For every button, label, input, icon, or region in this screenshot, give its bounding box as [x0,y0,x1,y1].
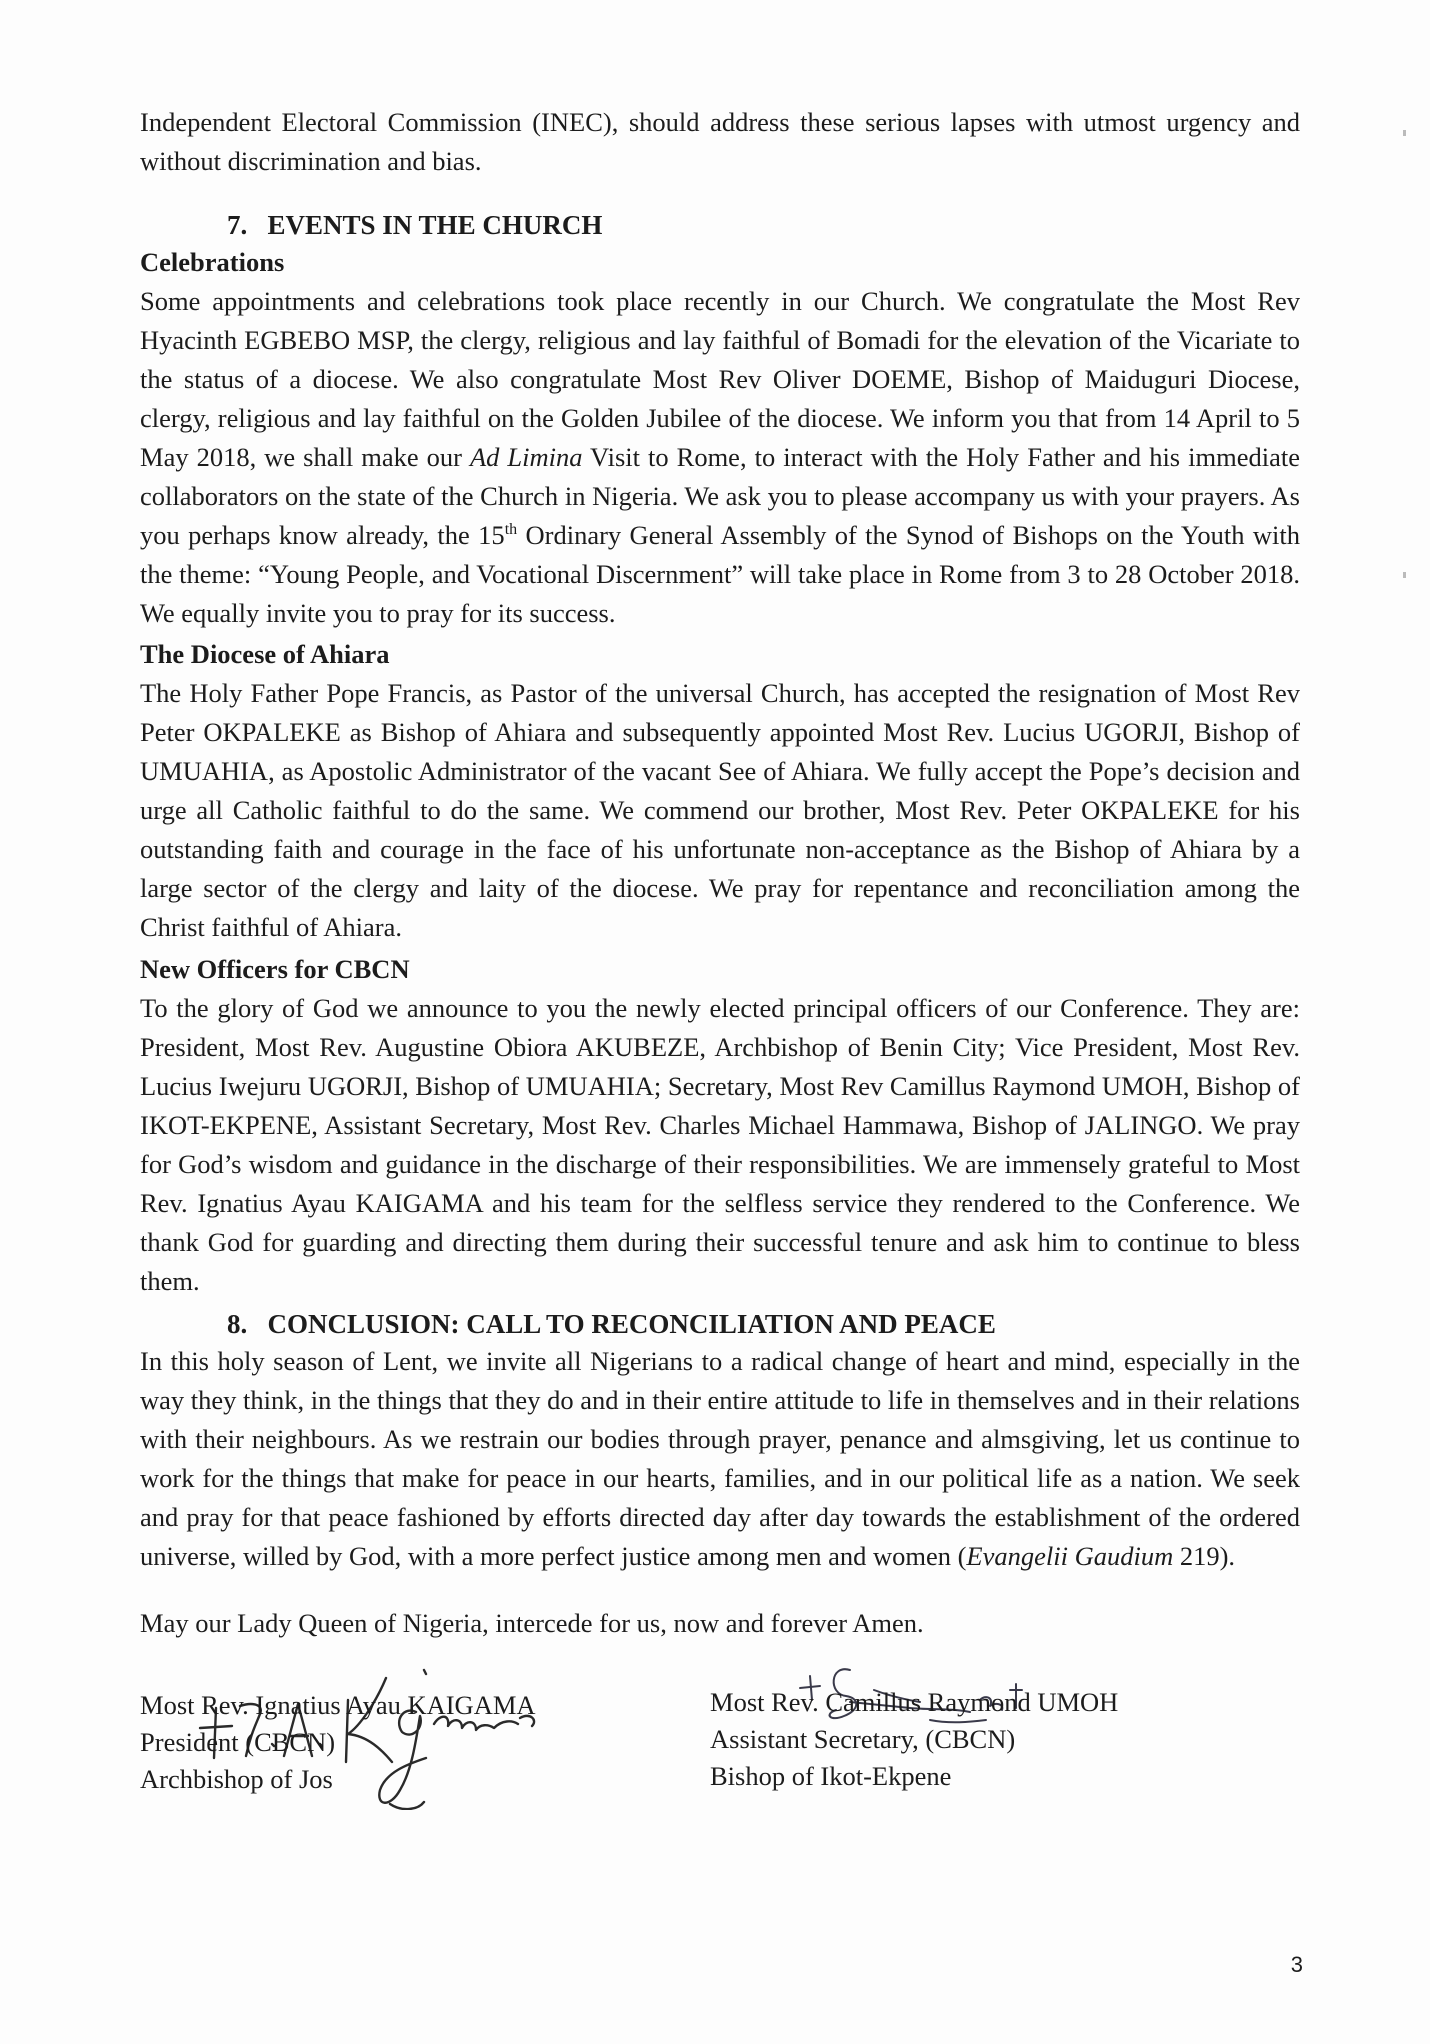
section-7-heading [227,206,602,245]
right-signatory-name: Most Rev. Camillus Raymond UMOH [710,1687,1119,1717]
ordinal-superscript: th [504,521,518,539]
closing-text: May our Lady Queen of Nigeria, intercede for us, now and forever Amen. [140,1608,924,1638]
right-signatory-role: Assistant Secretary, (CBCN) [710,1724,1016,1754]
officers-heading: New Officers for CBCN [140,954,410,984]
celebrations-text-part1: Some appointments and celebrations took place recently in our Church. We congratulate the Most Rev Hyacinth EGBEBO MSP, the clergy, religious and lay faithful of Bomadi for the elevation of the Vicariate to the status of a diocese. We also congratulate Most Rev Oliver DOEME, Bishop of Maiduguri Diocese, clergy, religious and lay faithful on the Golden Jubilee of the diocese. We inform you that from 14 April to 5 May 2018, we shall make our [140,286,1300,472]
celebrations-heading: Celebrations [140,247,285,277]
intro-text: Independent Electoral Commission (INEC), should address these serious lapses with utmost urgency and without discrimination and bias. [140,107,1300,176]
officers-block [140,950,1300,1301]
left-signatory-name: Most Rev. Ignatius Ayau KAIGAMA [140,1690,536,1720]
conclusion-text [140,1342,1300,1576]
ad-limina-italic: Ad Limina [469,442,583,472]
page-number: 3 [1290,1952,1303,1977]
closing-block [140,1604,1300,1643]
section-7-title: EVENTS IN THE CHURCH [267,210,603,240]
ahiara-block [140,635,1300,947]
celebrations-text-part2: Visit to Rome, to interact with the Holy Father and his immediate collaborators on the state of the Church in Nigeria. We ask you to please accompany us with your prayers. As you perhaps know already, the 15 [140,442,1300,550]
section-8-heading [227,1305,996,1344]
scan-mark [1403,572,1406,578]
left-signatory-role: President (CBCN) [140,1727,336,1757]
celebrations-text [140,282,1300,633]
left-signatory-see: Archbishop of Jos [140,1764,333,1794]
conclusion-text-part1: In this holy season of Lent, we invite all Nigerians to a radical change of heart and mind, especially in the way they think, in the things that they do and in their entire attitude to life in themselves and in their relations with their neighbours. As we restrain our bodies through prayer, penance and almsgiving, let us continue to work for the things that make for peace in our hearts, families, and in our political life as a nation. We seek and pray for that peace fashioned by efforts directed day after day towards the establishment of the ordered universe, willed by God, with a more perfect justice among men and women ( [140,1346,1300,1571]
right-signature-block [710,1684,1118,1795]
celebrations-text-part3: Ordinary General Assembly of the Synod of Bishops on the Youth with the theme: “Young People, and Vocational Discernment” will take place in Rome from 3 to 28 October 2018. We equally invite you to pray for its success. [140,520,1300,628]
right-signatory-see: Bishop of Ikot-Ekpene [710,1761,952,1791]
scan-mark [1403,130,1406,136]
celebrations-block [140,243,1300,633]
conclusion-text-part2: 219). [1173,1541,1236,1571]
intro-paragraph [140,103,1300,181]
left-signature-block [140,1687,536,1798]
evangelii-gaudium-citation: Evangelii Gaudium [966,1541,1174,1571]
ahiara-heading: The Diocese of Ahiara [140,639,390,669]
conclusion-block [140,1342,1300,1576]
section-7-number: 7. [227,210,248,240]
officers-text: To the glory of God we announce to you the newly elected principal officers of our Conference. They are: President, Most Rev. Augustine Obiora AKUBEZE, Archbishop of Benin City; Vice President, Most Rev. Lucius Iwejuru UGORJI, Bishop of UMUAHIA; Secretary, Most Rev Camillus Raymond UMOH, Bishop of IKOT-EKPENE, Assistant Secretary, Most Rev. Charles Michael Hammawa, Bishop of JALINGO. We pray for God’s wisdom and guidance in the discharge of their responsibilities. We are immensely grateful to Most Rev. Ignatius Ayau KAIGAMA and his team for the selfless service they rendered to the Conference. We thank God for guarding and directing them during their successful tenure and ask him to continue to bless them. [140,993,1300,1296]
section-8-title: CONCLUSION: CALL TO RECONCILIATION AND PEACE [267,1309,996,1339]
section-8-number: 8. [227,1309,248,1339]
ahiara-text: The Holy Father Pope Francis, as Pastor of the universal Church, has accepted the resignation of Most Rev Peter OKPALEKE as Bishop of Ahiara and subsequently appointed Most Rev. Lucius UGORJI, Bishop of UMUAHIA, as Apostolic Administrator of the vacant See of Ahiara. We fully accept the Pope’s decision and urge all Catholic faithful to do the same. We commend our brother, Most Rev. Peter OKPALEKE for his outstanding faith and courage in the face of his unfortunate non-acceptance as the Bishop of Ahiara by a large sector of the clergy and laity of the diocese. We pray for repentance and reconciliation among the Christ faithful of Ahiara. [140,678,1300,942]
